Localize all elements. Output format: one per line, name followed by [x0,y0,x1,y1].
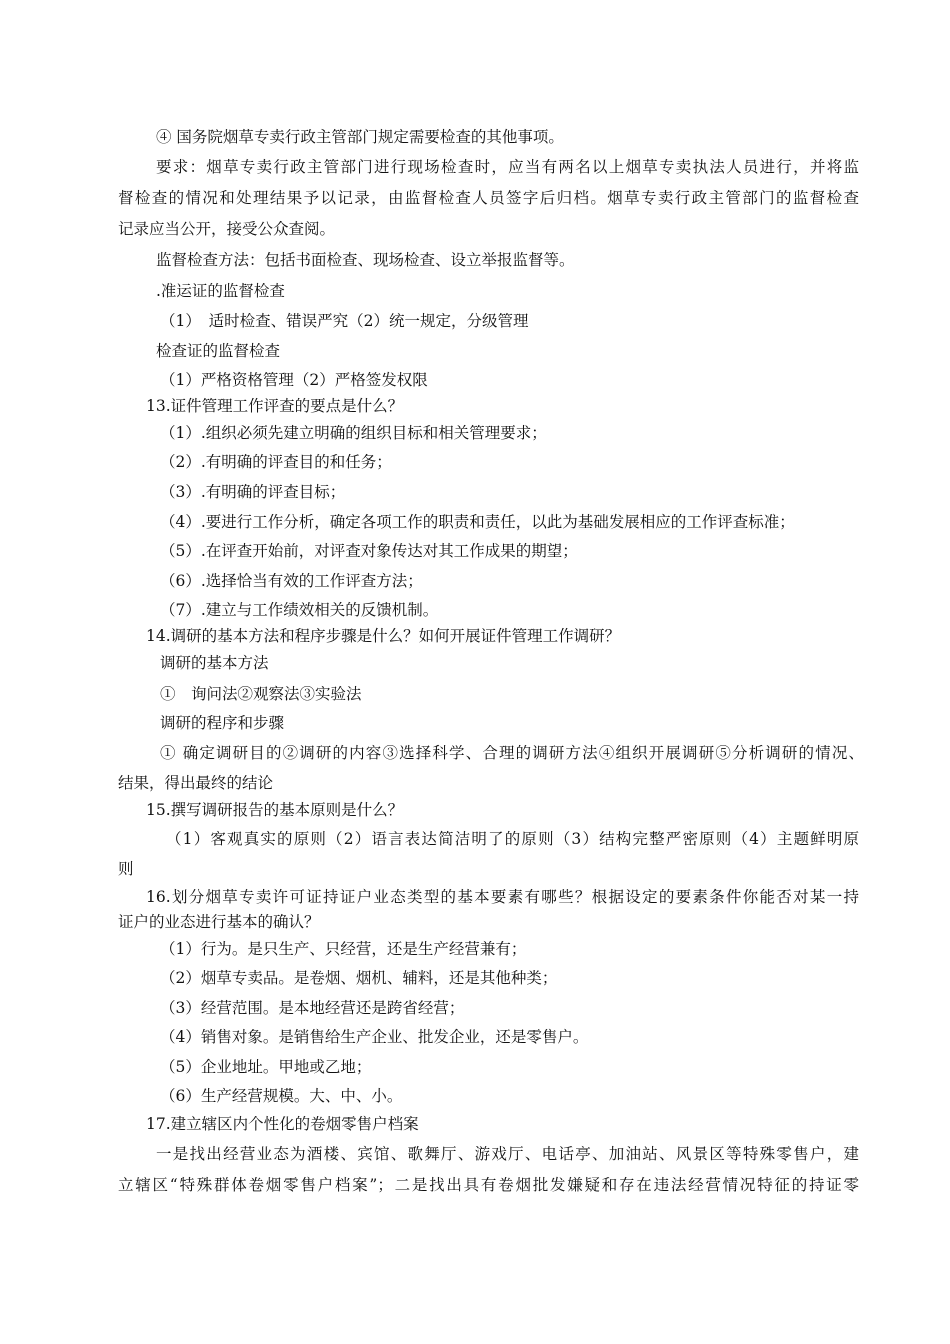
text-line: 立辖区“特殊群体卷烟零售户档案”；二是找出具有卷烟批发嫌疑和存在违法经营情况特征的持证零 [118,1176,859,1194]
text-line: 督检查的情况和处理结果予以记录，由监督检查人员签字后归档。烟草专卖行政主管部门的监督检查 [118,189,859,207]
list-item: （6）.选择恰当有效的工作评查方法； [160,572,423,590]
section-heading: 调研的程序和步骤 [160,714,285,732]
list-item: （4）销售对象。是销售给生产企业、批发企业，还是零售户。 [160,1028,589,1046]
list-item: （4）.要进行工作分析，确定各项工作的职责和责任，以此为基础发展相应的工作评查标准； [160,513,795,531]
text-line: 则 [118,860,134,878]
list-item: （1）行为。是只生产、只经营，还是生产经营兼有； [160,940,527,958]
question-heading: 13.证件管理工作评查的要点是什么？ [146,397,404,415]
text-line: ① 确定调研目的②调研的内容③选择科学、合理的调研方法④组织开展调研⑤分析调研的情况、 [160,744,864,762]
section-heading: 调研的基本方法 [160,654,269,672]
list-item: （3）经营范围。是本地经营还是跨省经营； [160,999,465,1017]
list-item: （2）烟草专卖品。是卷烟、烟机、辅料，还是其他种类； [160,969,558,987]
list-item: （2）.有明确的评查目的和任务； [160,453,392,471]
question-heading: 14.调研的基本方法和程序步骤是什么？如何开展证件管理工作调研？ [146,627,621,645]
list-item: （5）企业地址。甲地或乙地； [160,1058,372,1076]
question-heading: 15.撰写调研报告的基本原则是什么？ [146,801,404,819]
text-line: 结果，得出最终的结论 [118,774,274,792]
text-line: ④ 国务院烟草专卖行政主管部门规定需要检查的其他事项。 [156,128,564,146]
question-heading: 17.建立辖区内个性化的卷烟零售户档案 [146,1115,419,1133]
section-heading: 检查证的监督检查 [156,342,281,360]
list-item: （1）.组织必须先建立明确的组织目标和相关管理要求； [160,424,547,442]
text-line: 监督检查方法：包括书面检查、现场检查、设立举报监督等。 [156,251,575,269]
section-heading: .准运证的监督检查 [156,282,285,300]
list-item: （7）.建立与工作绩效相关的反馈机制。 [160,601,439,619]
text-line: （1）客观真实的原则（2）语言表达简洁明了的原则（3）结构完整严密原则（4）主题鲜明原 [166,830,859,848]
text-line: （1） 适时检查、错误严究（2）统一规定，分级管理 [160,312,529,330]
text-line: 记录应当公开，接受公众查阅。 [118,220,336,238]
list-item: （5）.在评查开始前，对评查对象传达对其工作成果的期望； [160,542,578,560]
question-heading: 16.划分烟草专卖许可证持证户业态类型的基本要素有哪些？根据设定的要素条件你能否对某一持 [146,888,859,906]
text-line: 一是找出经营业态为酒楼、宾馆、歌舞厅、游戏厅、电话亭、加油站、风景区等特殊零售户，建 [156,1145,859,1163]
text-line: ① 询问法②观察法③实验法 [160,685,362,703]
list-item: （6）生产经营规模。大、中、小。 [160,1087,403,1105]
text-line: 要求：烟草专卖行政主管部门进行现场检查时，应当有两名以上烟草专卖执法人员进行，并将监 [156,158,859,176]
question-heading: 证户的业态进行基本的确认？ [118,913,320,931]
text-line: （1）严格资格管理（2）严格签发权限 [160,371,428,389]
list-item: （3）.有明确的评查目标； [160,483,346,501]
